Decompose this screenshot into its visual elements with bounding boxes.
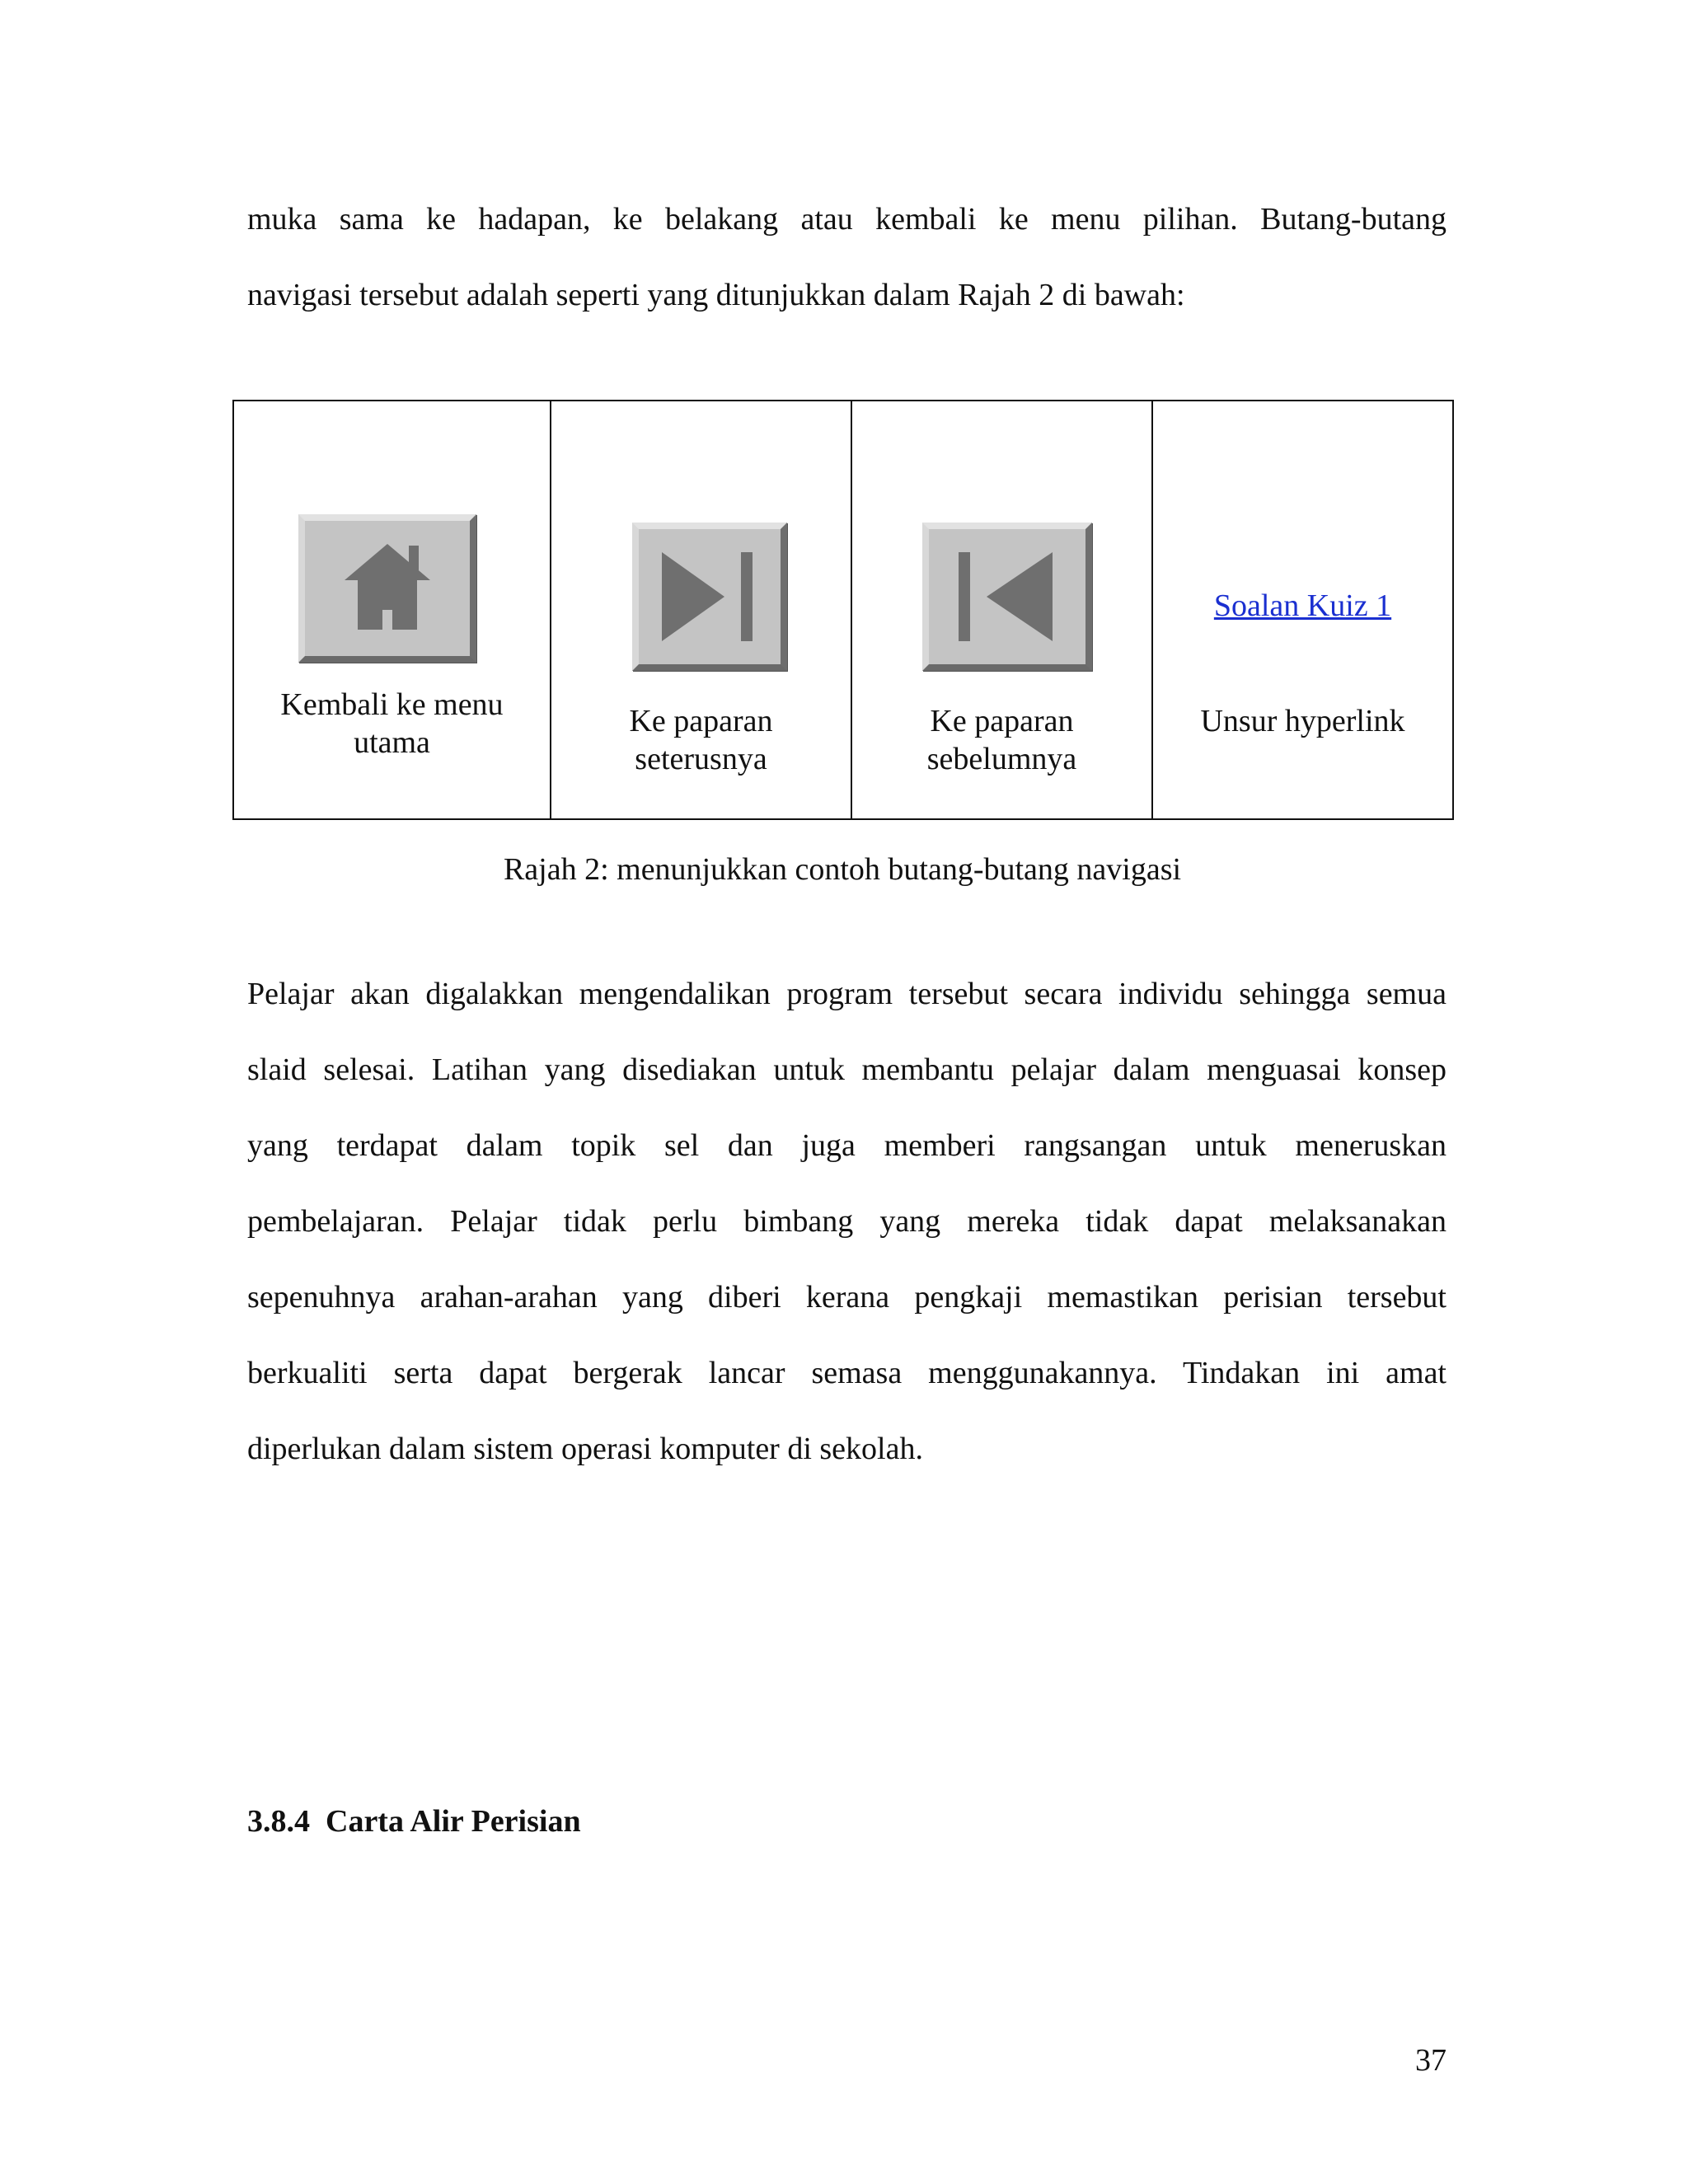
skip-forward-icon: [639, 529, 781, 664]
next-button-label: Ke paparan seterusnya: [629, 704, 773, 776]
home-button[interactable]: [298, 514, 476, 663]
paragraph-line: Pelajar akan digalakkan mengendalikan program tersebut secara individu sehingga semua: [247, 977, 1447, 1011]
previous-screen-button[interactable]: [922, 523, 1092, 671]
paragraph-line: pembelajaran. Pelajar tidak perlu bimbang yang mereka tidak dapat melaksanakan: [247, 1204, 1447, 1239]
page-number: 37: [1415, 2043, 1447, 2078]
next-screen-button[interactable]: [632, 523, 787, 671]
paragraph-body: [247, 956, 1447, 1487]
previous-button-label: Ke paparan sebelumnya: [926, 704, 1077, 776]
hyperlink-label: Unsur hyperlink: [1200, 704, 1405, 738]
paragraph-line: navigasi tersebut adalah seperti yang ditunjukkan dalam Rajah 2 di bawah:: [247, 278, 1185, 312]
figure-cell-hyperlink: [1152, 401, 1453, 819]
paragraph-line: berkualiti serta dapat bergerak lancar semasa menggunakannya. Tindakan ini amat: [247, 1356, 1447, 1390]
paragraph-line: sepenuhnya arahan-arahan yang diberi kerana pengkaji memastikan perisian tersebut: [247, 1280, 1447, 1315]
paragraph-intro: [247, 181, 1447, 333]
paragraph-line: diperlukan dalam sistem operasi komputer di sekolah.: [247, 1432, 923, 1466]
navigation-buttons-figure: [232, 400, 1454, 820]
figure-cell-next: [551, 401, 851, 819]
home-icon: [305, 521, 470, 656]
paragraph-line: yang terdapat dalam topik sel dan juga memberi rangsangan untuk meneruskan: [247, 1128, 1447, 1163]
paragraph-line: slaid selesai. Latihan yang disediakan untuk membantu pelajar dalam menguasai konsep: [247, 1052, 1447, 1087]
home-button-label: Kembali ke menu utama: [280, 687, 504, 760]
section-heading: 3.8.4 Carta Alir Perisian: [247, 1804, 581, 1839]
quiz-hyperlink[interactable]: Soalan Kuiz 1: [1213, 588, 1392, 623]
figure-cell-previous: [851, 401, 1152, 819]
paragraph-line: muka sama ke hadapan, ke belakang atau kembali ke menu pilihan. Butang-butang: [247, 202, 1447, 237]
skip-back-icon: [929, 529, 1085, 664]
figure-caption: Rajah 2: menunjukkan contoh butang-butang navigasi: [503, 852, 1182, 887]
figure-cell-home: [233, 401, 551, 819]
